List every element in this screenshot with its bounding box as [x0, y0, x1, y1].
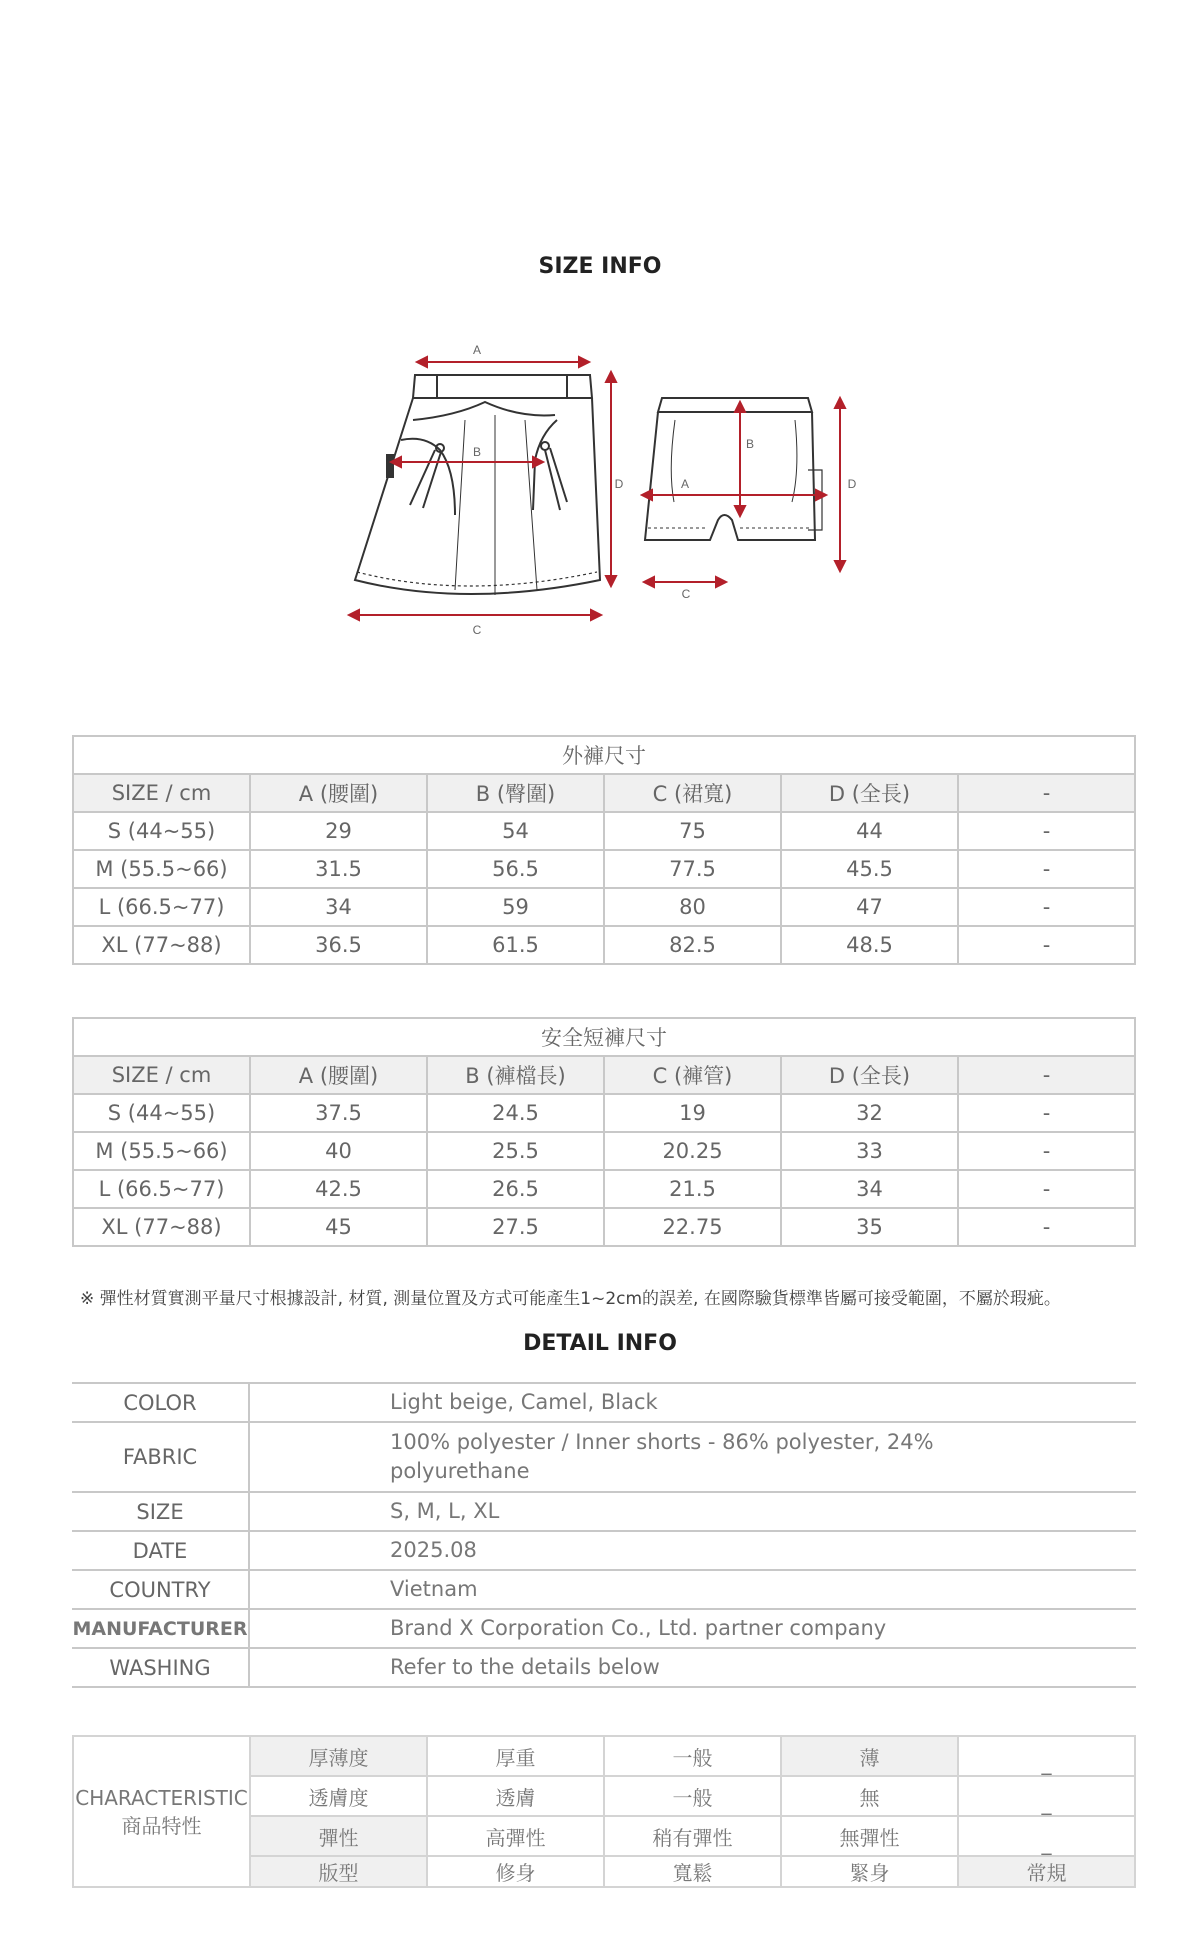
table-cell: 80 — [604, 888, 781, 926]
table-cell: 高彈性 — [427, 1816, 604, 1856]
detail-value: 2025.08 — [249, 1531, 1136, 1570]
table-cell: 42.5 — [250, 1170, 427, 1208]
table-cell: 32 — [781, 1094, 958, 1132]
inner-size-table — [72, 1017, 1136, 1247]
characteristic-label-zh: 商品特性 — [121, 1813, 202, 1838]
table-cell: 21.5 — [604, 1170, 781, 1208]
skirt-label-b: B — [472, 445, 482, 459]
header-cell: B (褲檔長) — [427, 1056, 604, 1094]
characteristic-label — [73, 1736, 250, 1887]
detail-row-country — [72, 1570, 1136, 1609]
shorts-label-d: D — [847, 477, 857, 491]
header-cell: - — [958, 774, 1135, 812]
table-row — [73, 1170, 1135, 1208]
table-cell: 36.5 — [250, 926, 427, 964]
table-cell: 無 — [781, 1776, 958, 1816]
table-row — [73, 812, 1135, 850]
table-cell: 27.5 — [427, 1208, 604, 1246]
measurement-note: ※ 彈性材質實測平量尺寸根據設計, 材質, 測量位置及方式可能產生1~2cm的誤差, 在國際驗貨標準皆屬可接受範圍，不屬於瑕疵。 — [80, 1289, 1061, 1309]
table-cell: L (66.5~77) — [73, 1170, 250, 1208]
characteristic-row — [73, 1736, 1135, 1776]
table-cell: 彈性 — [250, 1816, 427, 1856]
table-cell: XL (77~88) — [73, 1208, 250, 1246]
shorts-label-c: C — [681, 587, 691, 600]
detail-label: MANUFACTURER — [72, 1609, 249, 1648]
table-cell: - — [958, 1170, 1135, 1208]
table-cell: 19 — [604, 1094, 781, 1132]
table-cell: - — [958, 1094, 1135, 1132]
table-cell: 48.5 — [781, 926, 958, 964]
detail-row-date — [72, 1531, 1136, 1570]
table-cell: L (66.5~77) — [73, 888, 250, 926]
table-cell: 45 — [250, 1208, 427, 1246]
characteristic-table — [72, 1735, 1136, 1888]
table-cell: 24.5 — [427, 1094, 604, 1132]
table-cell: 34 — [250, 888, 427, 926]
table-cell: XL (77~88) — [73, 926, 250, 964]
table-cell: 75 — [604, 812, 781, 850]
detail-value: Vietnam — [249, 1570, 1136, 1609]
skirt-label-c: C — [472, 623, 482, 637]
characteristic-label-en: CHARACTERISTIC — [75, 1785, 248, 1810]
table-cell: 版型 — [250, 1856, 427, 1887]
detail-row-washing — [72, 1648, 1136, 1687]
detail-row-manufacturer — [72, 1609, 1136, 1648]
detail-row-fabric — [72, 1422, 1136, 1492]
table-row — [73, 888, 1135, 926]
table-cell: - — [958, 888, 1135, 926]
header-cell: D (全長) — [781, 1056, 958, 1094]
table-cell: 45.5 — [781, 850, 958, 888]
table-cell: - — [958, 1208, 1135, 1246]
size-info-title: SIZE INFO — [538, 254, 662, 279]
table-cell: 26.5 — [427, 1170, 604, 1208]
table-cell: 35 — [781, 1208, 958, 1246]
detail-label: SIZE — [72, 1492, 249, 1531]
table-cell: - — [958, 926, 1135, 964]
table-cell: 44 — [781, 812, 958, 850]
table-cell: 一般 — [604, 1776, 781, 1816]
detail-info-title: DETAIL INFO — [523, 1331, 677, 1356]
table-cell: 29 — [250, 812, 427, 850]
table-cell: 82.5 — [604, 926, 781, 964]
table-cell: S (44~55) — [73, 1094, 250, 1132]
fabric-line-2: polyurethane — [390, 1459, 530, 1483]
table-cell: - — [958, 1132, 1135, 1170]
table-cell: _ — [958, 1816, 1135, 1856]
table-cell: 37.5 — [250, 1094, 427, 1132]
table-cell: S (44~55) — [73, 812, 250, 850]
table-cell: 34 — [781, 1170, 958, 1208]
table-row — [73, 1208, 1135, 1246]
table-cell: _ — [958, 1736, 1135, 1776]
shorts-label-b: B — [745, 437, 755, 451]
detail-label: FABRIC — [72, 1422, 249, 1492]
skirt-diagram — [345, 340, 625, 640]
table-cell: 修身 — [427, 1856, 604, 1887]
skirt-label-d: D — [614, 477, 624, 491]
inner-table-caption: 安全短褲尺寸 — [73, 1018, 1135, 1056]
table-cell: 59 — [427, 888, 604, 926]
header-cell: A (腰圍) — [250, 1056, 427, 1094]
table-cell: 厚重 — [427, 1736, 604, 1776]
detail-value: Light beige, Camel, Black — [249, 1383, 1136, 1422]
header-cell: C (褲管) — [604, 1056, 781, 1094]
table-cell: 厚薄度 — [250, 1736, 427, 1776]
table-row — [73, 1094, 1135, 1132]
table-cell: 緊身 — [781, 1856, 958, 1887]
table-cell: 22.75 — [604, 1208, 781, 1246]
header-cell: SIZE / cm — [73, 774, 250, 812]
table-cell: 稍有彈性 — [604, 1816, 781, 1856]
outer-table-caption: 外褲尺寸 — [73, 736, 1135, 774]
header-cell: A (腰圍) — [250, 774, 427, 812]
fabric-line-1: 100% polyester / Inner shorts - 86% polyester, 24% — [390, 1430, 934, 1454]
table-cell: 31.5 — [250, 850, 427, 888]
detail-label: WASHING — [72, 1648, 249, 1687]
table-cell: M (55.5~66) — [73, 850, 250, 888]
table-row — [73, 1132, 1135, 1170]
detail-label: DATE — [72, 1531, 249, 1570]
header-cell: C (裙寬) — [604, 774, 781, 812]
table-cell: 33 — [781, 1132, 958, 1170]
table-row — [73, 850, 1135, 888]
detail-value — [249, 1422, 1136, 1492]
detail-row-size — [72, 1492, 1136, 1531]
detail-table — [72, 1382, 1136, 1688]
table-cell: 透膚 — [427, 1776, 604, 1816]
skirt-label-a: A — [472, 343, 482, 357]
table-cell: 寬鬆 — [604, 1856, 781, 1887]
table-cell: 薄 — [781, 1736, 958, 1776]
table-cell: - — [958, 812, 1135, 850]
table-cell: 54 — [427, 812, 604, 850]
outer-size-table — [72, 735, 1136, 965]
table-cell: 透膚度 — [250, 1776, 427, 1816]
header-cell: D (全長) — [781, 774, 958, 812]
table-cell: 61.5 — [427, 926, 604, 964]
header-cell: SIZE / cm — [73, 1056, 250, 1094]
header-cell: - — [958, 1056, 1135, 1094]
table-row — [73, 926, 1135, 964]
table-cell: 40 — [250, 1132, 427, 1170]
detail-label: COUNTRY — [72, 1570, 249, 1609]
detail-value: Refer to the details below — [249, 1648, 1136, 1687]
table-cell: 常規 — [958, 1856, 1135, 1887]
detail-label: COLOR — [72, 1383, 249, 1422]
table-cell: M (55.5~66) — [73, 1132, 250, 1170]
table-cell: 25.5 — [427, 1132, 604, 1170]
table-cell: 77.5 — [604, 850, 781, 888]
detail-row-color — [72, 1383, 1136, 1422]
detail-value: Brand X Corporation Co., Ltd. partner company — [249, 1609, 1136, 1648]
table-cell: _ — [958, 1776, 1135, 1816]
table-cell: 無彈性 — [781, 1816, 958, 1856]
header-cell: B (臀圍) — [427, 774, 604, 812]
table-cell: 47 — [781, 888, 958, 926]
detail-value: S, M, L, XL — [249, 1492, 1136, 1531]
table-cell: 56.5 — [427, 850, 604, 888]
table-cell: - — [958, 850, 1135, 888]
shorts-label-a: A — [680, 477, 690, 491]
table-cell: 一般 — [604, 1736, 781, 1776]
table-cell: 20.25 — [604, 1132, 781, 1170]
shorts-diagram — [640, 390, 880, 600]
